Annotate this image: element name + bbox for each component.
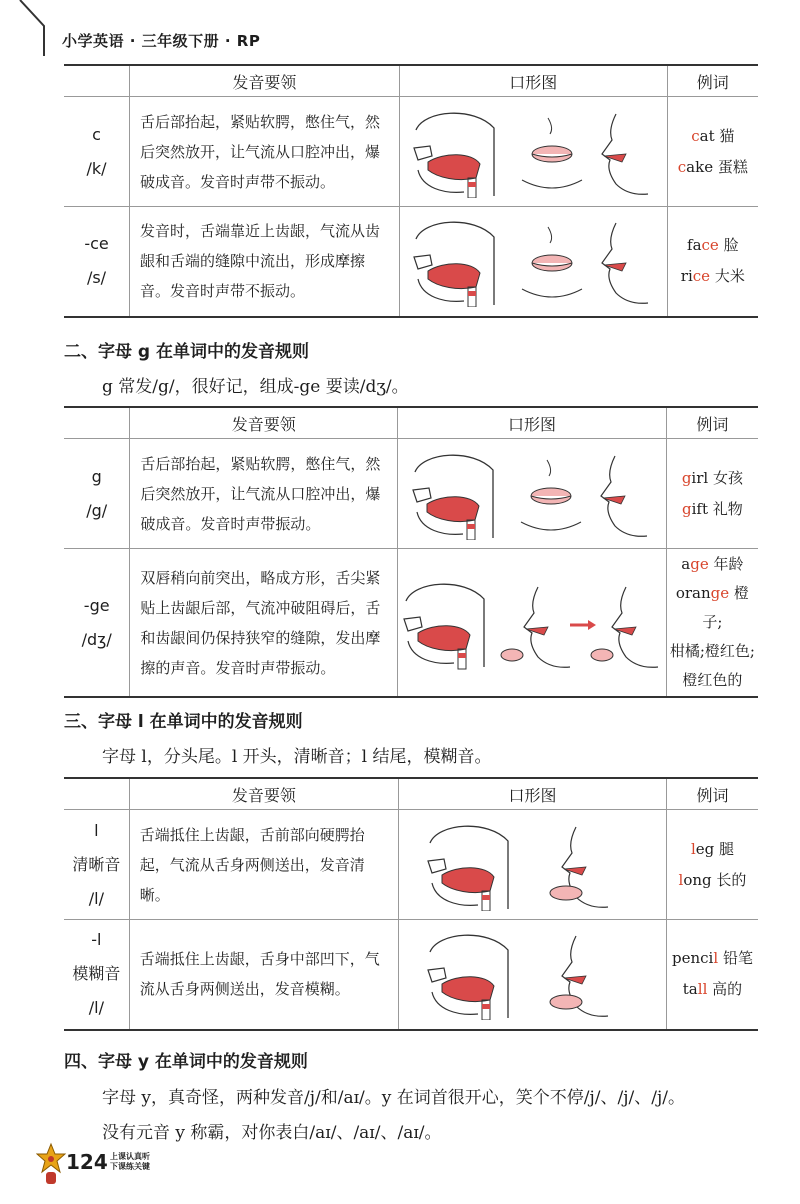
pronunciation-tips: 发音时，舌端靠近上齿龈，气流从齿龈和舌端的缝隙中流出，形成摩擦音。发音时声带不振动。 [130, 207, 400, 317]
example-word: leg 腿 [690, 839, 735, 858]
section-rhyme-y-line1: 字母 y，真奇怪，两种发音/j/和/aɪ/。y 在词首很开心，笑个不停/j/、/j/、/j/。 [102, 1088, 685, 1108]
table-row [64, 549, 758, 698]
pronunciation-table-l [64, 777, 758, 1031]
footer-slogan: 上课认真听 下课练关键 [110, 1152, 150, 1171]
letter-symbol: -l [91, 930, 102, 950]
section-title-l: 三、字母 l 在单词中的发音规则 [64, 712, 303, 732]
col-header-tips: 发音要领 [129, 778, 398, 810]
ipa-symbol: /g/ [86, 500, 108, 520]
col-header-symbol [64, 65, 130, 97]
example-word: cake 蛋糕 [677, 157, 748, 176]
example-word: gift 礼物 [682, 499, 743, 518]
example-word: face 脸 [687, 236, 739, 255]
col-header-tips: 发音要领 [130, 407, 398, 439]
letter-symbol: c [92, 124, 101, 144]
letter-symbol: -ce [84, 234, 109, 254]
pronunciation-tips: 舌后部抬起，紧贴软腭，憋住气，然后突然放开，让气流从口腔冲出，爆破成音。发音时声带振动。 [130, 439, 398, 549]
col-header-mouth: 口形图 [398, 407, 667, 439]
example-word: orange 橙子; [675, 584, 749, 631]
example-word: rice 大米 [680, 267, 745, 286]
col-header-examples: 例词 [666, 778, 758, 810]
ipa-symbol: /dʒ/ [81, 629, 112, 649]
page-corner-decoration [0, 0, 60, 60]
mouth-diagram-image [408, 106, 658, 198]
pronunciation-tips: 舌端抵住上齿龈，舌身中部凹下，气流从舌身两侧送出，发音模糊。 [129, 920, 398, 1030]
example-word: long 长的 [678, 870, 747, 889]
section-rhyme-g: g 常发/g/，很好记，组成-ge 要读/dʒ/。 [102, 377, 409, 397]
mouth-diagram-image [408, 215, 658, 307]
sound-type: 清晰音 [72, 854, 121, 874]
section-rhyme-l: 字母 l，分头尾。l 开头，清晰音；l 结尾，模糊音。 [102, 747, 492, 767]
ipa-symbol: /l/ [88, 998, 104, 1018]
example-word: girl 女孩 [681, 468, 743, 487]
example-word: cat 猫 [691, 126, 735, 145]
pronunciation-table-c [64, 64, 758, 318]
col-header-examples: 例词 [667, 65, 758, 97]
section-rhyme-y-line2: 没有元音 y 称霸，对你表白/aɪ/、/aɪ/、/aɪ/。 [102, 1123, 442, 1143]
mouth-diagram-image [400, 563, 664, 683]
example-word: age 年龄 [681, 555, 744, 573]
example-word: pencil 铅笔 [672, 949, 753, 968]
col-header-symbol [64, 407, 130, 439]
pronunciation-tips: 舌后部抬起，紧贴软腭，憋住气，然后突然放开，让气流从口腔冲出，爆破成音。发音时声带不振动。 [130, 97, 400, 207]
col-header-symbol [64, 778, 129, 810]
letter-symbol: -ge [83, 595, 110, 615]
sound-type: 模糊音 [72, 964, 121, 984]
mascot-icon [36, 1142, 66, 1186]
pronunciation-table-g [64, 406, 758, 698]
mouth-diagram-image [407, 448, 657, 540]
example-meaning: 柑橘;橙红色; [669, 642, 755, 660]
table-row [64, 920, 758, 1030]
section-title-g: 二、字母 g 在单词中的发音规则 [64, 342, 310, 362]
col-header-examples: 例词 [666, 407, 758, 439]
pronunciation-tips: 舌端抵住上齿龈，舌前部向硬腭抬起，气流从舌身两侧送出，发音清晰。 [129, 810, 398, 920]
ipa-symbol: /s/ [86, 268, 107, 288]
letter-symbol: l [94, 820, 99, 840]
table-row [64, 810, 758, 920]
example-meaning: 橙红色的 [682, 671, 743, 689]
example-word: tall 高的 [682, 980, 743, 999]
pronunciation-tips: 双唇稍向前突出，略成方形，舌尖紧贴上齿龈后部，气流冲破阻碍后，舌和齿龈间仍保持狭窄的缝隙，发出摩擦的声音。发音时声带振动。 [130, 549, 398, 698]
letter-symbol: g [91, 466, 102, 486]
mouth-diagram-image [408, 819, 658, 911]
ipa-symbol: /k/ [86, 158, 107, 178]
mouth-diagram-image [408, 928, 658, 1020]
table-row [64, 439, 758, 549]
page-number: 124 [66, 1150, 108, 1174]
table-row [64, 207, 758, 317]
col-header-mouth: 口形图 [399, 65, 667, 97]
table-row [64, 97, 758, 207]
ipa-symbol: /l/ [88, 888, 104, 908]
page-header: 小学英语 · 三年级下册 · RP [62, 32, 261, 50]
section-title-y: 四、字母 y 在单词中的发音规则 [64, 1052, 308, 1072]
col-header-mouth: 口形图 [399, 778, 667, 810]
col-header-tips: 发音要领 [130, 65, 400, 97]
